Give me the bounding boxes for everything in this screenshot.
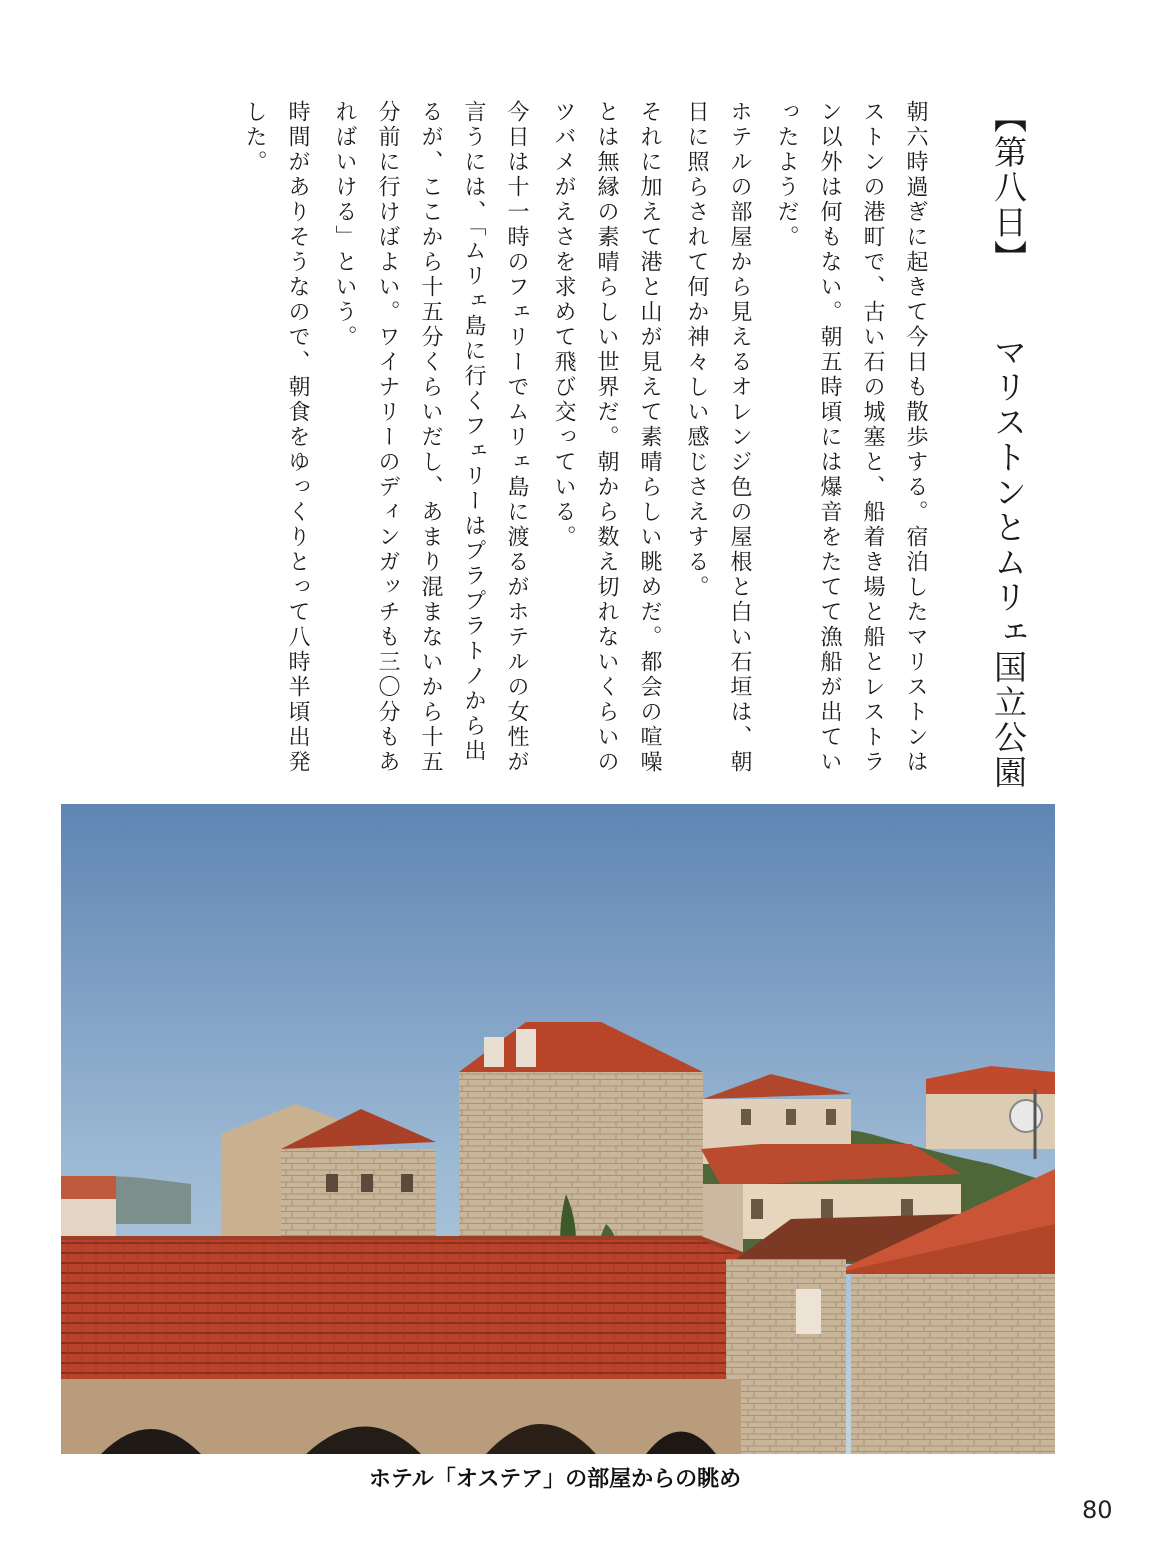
page-number: 80 (1082, 1496, 1113, 1524)
hotel-view-photo (61, 804, 1055, 1454)
paragraph: 朝六時過ぎに起きて今日も散歩する。宿泊したマリストンはストンの港町で、古い石の城塞と、船着き場と船とレストラン以外は何もない。朝五時頃には爆音をたてて漁船が出ていったようだ。 (774, 100, 928, 775)
photo-caption: ホテル「オステア」の部屋からの眺め (368, 1467, 742, 1492)
chapter-heading (987, 100, 1030, 790)
paragraph: 時間がありそうなので、朝食をゆっくりとって八時半頃出発した。 (242, 100, 310, 775)
paragraph: それに加えて港と山が見えて素晴らしい眺めだ。都会の喧噪とは無縁の素晴らしい世界だ。朝から数え切れないくらいのツバメがえさを求めて飛び交っている。 (551, 100, 662, 775)
article-text (242, 100, 1030, 790)
paragraph: ホテルの部屋から見えるオレンジ色の屋根と白い石垣は、朝日に照らされて何か神々しい感じさえする。 (684, 100, 752, 775)
chapter-title: マリストンとムリェ国立公園 (989, 335, 1028, 790)
red-tiled-roof (61, 1240, 761, 1379)
paragraph: 今日は十一時のフェリーでムリェ島に渡るがホテルの女性が言うには、「ムリェ島に行くフェリーはプラプラトノから出るが、ここから十五分くらいだし、あまり混まないから十五分前に行けばよい。ワイナリーのディンガッチも三〇分もあればいける」という。 (332, 100, 529, 775)
chapter-day: 【第八日】 (989, 100, 1028, 275)
